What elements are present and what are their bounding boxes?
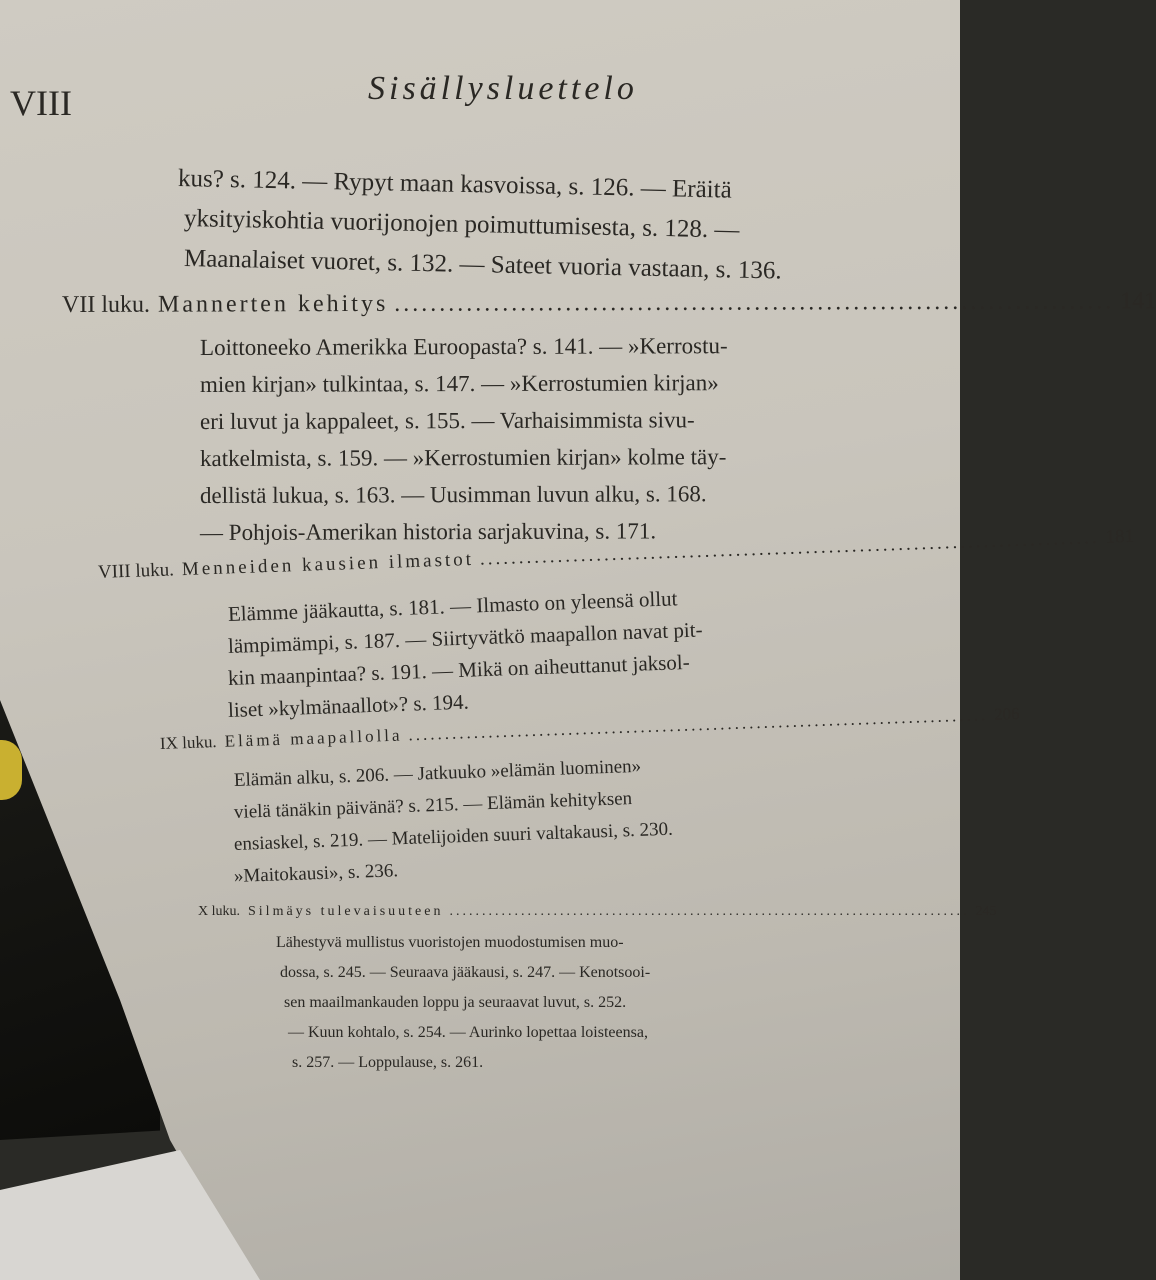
- toc-text-line: — Kuun kohtalo, s. 254. — Aurinko lopettaa loisteensa,: [288, 1024, 648, 1041]
- book-cover-detail: [0, 740, 22, 800]
- chapter-title: Elämä maapallolla: [224, 725, 403, 751]
- chapter-heading: [198, 904, 997, 920]
- page-title: Sisällysluettelo: [368, 70, 638, 107]
- chapter-heading: [61, 288, 1156, 320]
- chapter-label: IX luku.: [159, 732, 217, 753]
- chapter-page: 141: [1120, 288, 1156, 315]
- leader-dots: ................................................................................: [394, 288, 1115, 317]
- chapter-title: Mannerten kehitys: [157, 290, 389, 318]
- toc-text-line: eri luvut ja kappaleet, s. 155. — Varhaisimmista sivu-: [199, 407, 695, 434]
- toc-text-line: dossa, s. 245. — Seuraava jääkausi, s. 247. — Kenotsooi-: [280, 964, 651, 981]
- chapter-page: 181: [1105, 525, 1135, 548]
- toc-text-line: »Maitokausi», s. 236.: [233, 860, 399, 887]
- chapter-label: VIII luku.: [97, 559, 175, 583]
- chapter-page: 206: [993, 703, 1020, 724]
- toc-text-line: — Pohjois-Amerikan historia sarjakuvina, s. 171.: [199, 518, 657, 545]
- chapter-label: VII luku.: [61, 291, 151, 318]
- toc-text-line: vielä tänäkin päivänä? s. 215. — Elämän kehityksen: [233, 788, 633, 823]
- toc-text-line: Lähestyvä mullistus vuoristojen muodostumisen muo-: [276, 934, 624, 951]
- chapter-page: 245: [975, 904, 997, 919]
- toc-text-line: ensiaskel, s. 219. — Matelijoiden suuri valtakausi, s. 230.: [233, 818, 674, 855]
- toc-text-line: Elämän alku, s. 206. — Jatkuuko »elämän luominen»: [233, 755, 642, 791]
- leader-dots: ................................................................................: [408, 705, 989, 745]
- toc-text-line: Elämme jääkautta, s. 181. — Ilmasto on yleensä ollut: [227, 586, 678, 626]
- toc-text-line: mien kirjan» tulkintaa, s. 147. — »Kerrostumien kirjan»: [199, 370, 719, 397]
- toc-text-line: Loittoneeko Amerikka Euroopasta? s. 141. — »Kerrostu-: [199, 333, 728, 360]
- chapter-title: Silmäys tulevaisuuteen: [248, 904, 444, 919]
- chapter-title: Menneiden kausien ilmastot: [181, 548, 475, 581]
- toc-text-line: yksityiskohtia vuorijonojen poimuttumisesta, s. 128. —: [183, 205, 740, 244]
- toc-text-line: kin maanpintaa? s. 191. — Mikä on aiheuttanut jaksol-: [227, 649, 691, 690]
- toc-text-line: kus? s. 124. — Rypyt maan kasvoissa, s. 126. — Eräitä: [177, 165, 732, 204]
- toc-text-line: lämpimämpi, s. 187. — Siirtyvätkö maapallon navat pit-: [227, 617, 703, 658]
- toc-text-line: katkelmista, s. 159. — »Kerrostumien kirjan» kolme täy-: [199, 444, 727, 471]
- toc-text-line: liset »kylmänaallot»? s. 194.: [227, 689, 470, 722]
- toc-text-line: sen maailmankauden loppu ja seuraavat luvut, s. 252.: [284, 994, 627, 1011]
- toc-text-line: Maanalaiset vuoret, s. 132. — Sateet vuoria vastaan, s. 136.: [183, 245, 782, 285]
- chapter-label: X luku.: [198, 904, 240, 919]
- page-number: VIII: [10, 83, 72, 123]
- toc-text-line: dellistä lukua, s. 163. — Uusimman luvun alku, s. 168.: [199, 481, 707, 508]
- leader-dots: ................................................................................: [449, 904, 970, 919]
- toc-text-line: s. 257. — Loppulause, s. 261.: [292, 1054, 484, 1071]
- leader-dots: ................................................................................: [479, 527, 1100, 570]
